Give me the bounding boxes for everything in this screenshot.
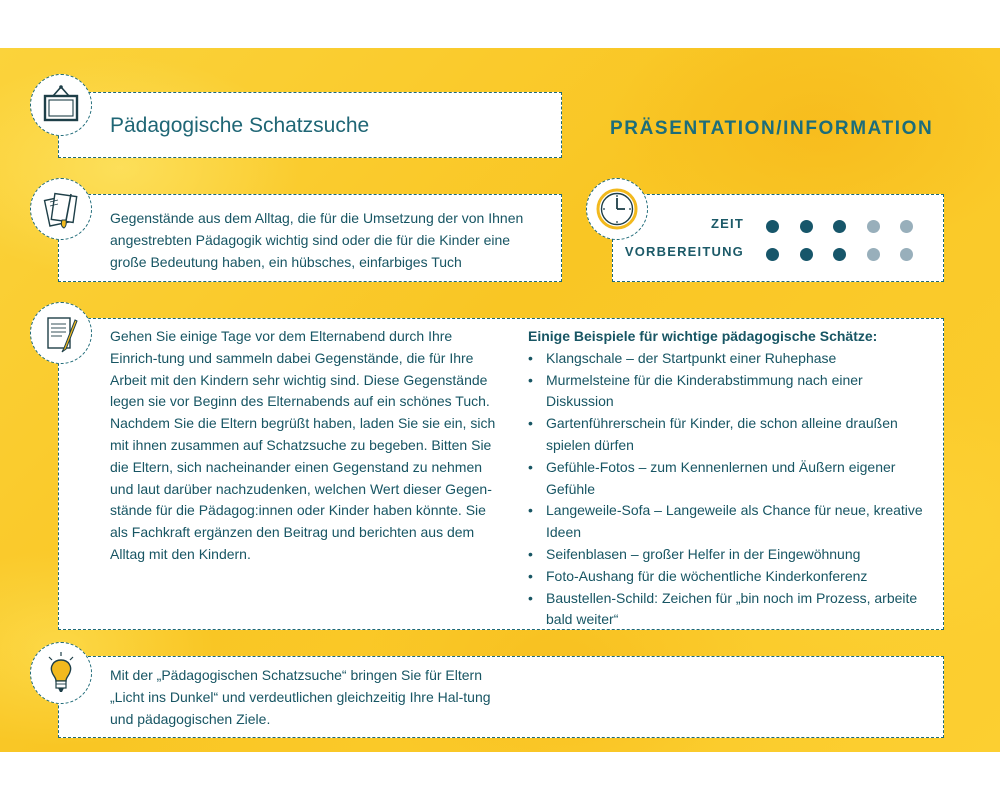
title-icon-circle <box>30 74 92 136</box>
rating-dot <box>833 220 846 233</box>
rating-dot <box>900 248 913 261</box>
materials-icon-circle <box>30 178 92 240</box>
category-heading: PRÄSENTATION/INFORMATION <box>610 118 934 139</box>
lightbulb-icon-circle <box>30 642 92 704</box>
lightbulb-icon <box>38 650 84 696</box>
rating-dot <box>867 248 880 261</box>
picture-frame-icon <box>38 82 84 128</box>
rating-dot <box>900 220 913 233</box>
instructions-paragraph-2: Nachdem Sie die Eltern begrüßt haben, laden Sie sie ein, sich mit ihnen zusammen auf Schatzsuche zu begeben. Bitten Sie die Eltern, sich nacheinander einen Gegenstand zu nehmen und laut darüber nachzudenken, welchen Wert dieser Gegen-stände für die Pädagog:innen oder Kinder haben könnte. Sie als Fachkraft ergänzen den Beitrag und berichten aus dem Alltag mit den Kindern. <box>110 415 496 562</box>
list-item: • Seifenblasen – großer Helfer in der Eingewöhnung <box>546 544 928 566</box>
examples-heading: Einige Beispiele für wichtige pädagogische Schätze: <box>528 328 878 344</box>
materials-icon <box>38 186 84 232</box>
rating-box <box>612 194 944 282</box>
list-item: • Baustellen-Schild: Zeichen für „bin noch im Prozess, arbeite bald weiter“ <box>546 588 928 632</box>
notepad-icon <box>38 310 84 356</box>
list-item: • Klangschale – der Startpunkt einer Ruhephase <box>546 348 928 370</box>
activity-card <box>0 48 1000 752</box>
rating-dot <box>833 248 846 261</box>
rating-dot <box>766 248 779 261</box>
tip-text: Mit der „Pädagogischen Schatzsuche“ bringen Sie für Eltern „Licht ins Dunkel“ und verdeutlichen gleichzeitig Ihre Hal-tung und pädagogischen Ziele. <box>110 667 491 727</box>
rating-dot <box>800 248 813 261</box>
rating-dot <box>867 220 880 233</box>
instructions-text <box>110 326 502 566</box>
rating-dot <box>766 220 779 233</box>
materials-text: Gegenstände aus dem Alltag, die für die Umsetzung der von Ihnen angestrebten Pädagogik wichtig sind oder die für die Kinder eine große Bedeutung haben, ein hübsches, einfarbiges Tuch <box>110 210 524 270</box>
list-item: • Foto-Aushang für die wöchentliche Kinderkonferenz <box>546 566 928 588</box>
list-item: • Gartenführerschein für Kinder, die schon alleine draußen spielen dürfen <box>546 413 928 457</box>
rating-label-time: ZEIT <box>711 216 744 231</box>
list-item: • Gefühle-Fotos – zum Kennenlernen und Äußern eigener Gefühle <box>546 457 928 501</box>
list-item: • Langeweile-Sofa – Langeweile als Chance für neue, kreative Ideen <box>546 500 928 544</box>
examples-list <box>528 326 928 631</box>
instructions-paragraph-1: Gehen Sie einige Tage vor dem Elternabend durch Ihre Einrich-tung und sammeln dabei Gegenstände, die für Ihre Arbeit mit den Kindern sehr wichtig sind. Diese Gegenstände legen sie vor Beginn des Elternabends auf ein schönes Tuch. <box>110 328 490 410</box>
page-title: Pädagogische Schatzsuche <box>110 114 370 137</box>
rating-label-preparation: VORBEREITUNG <box>624 244 744 259</box>
list-item: • Murmelsteine für die Kinderabstimmung nach einer Diskussion <box>546 370 928 414</box>
notepad-icon-circle <box>30 302 92 364</box>
rating-dot <box>800 220 813 233</box>
